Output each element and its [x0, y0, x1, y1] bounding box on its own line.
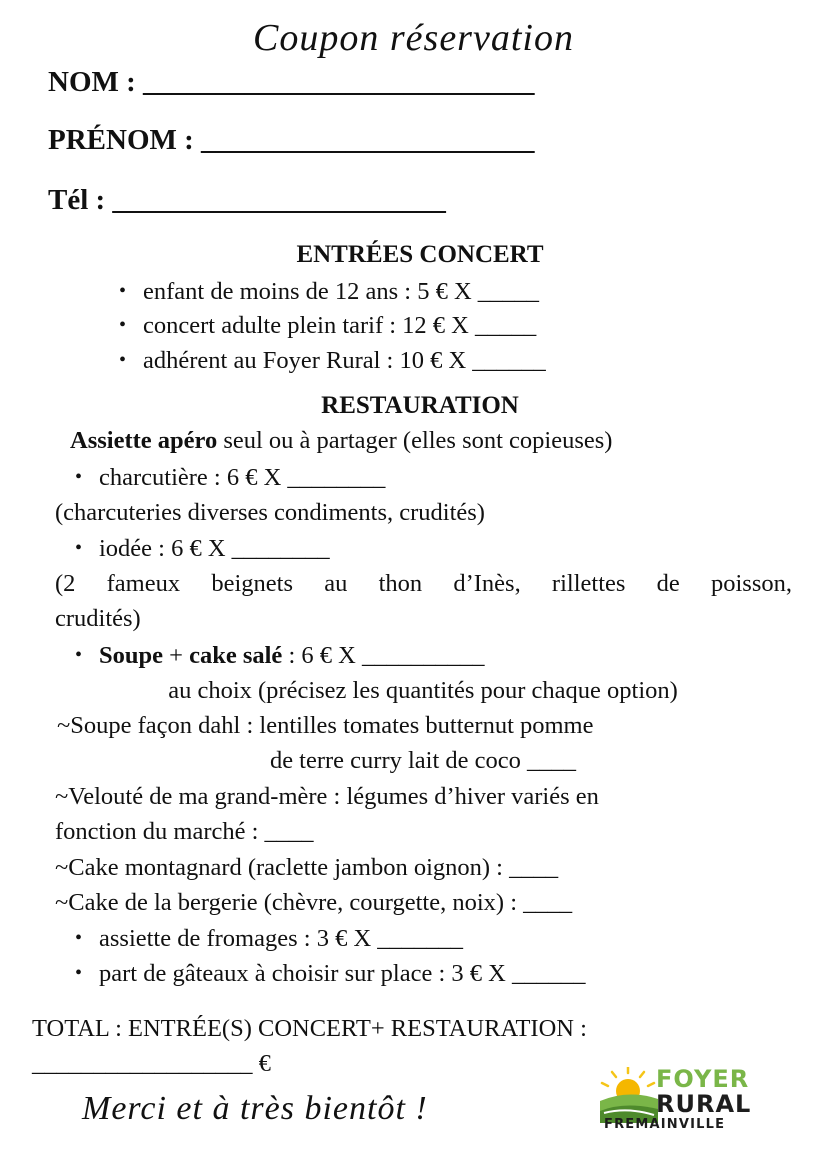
logo-foyer-text: FOYER: [656, 1065, 750, 1093]
au-choix-note: au choix (précisez les quantités pour chaque option): [168, 677, 678, 704]
iodee-description-end: crudités): [55, 605, 141, 632]
tel-field[interactable]: Tél : _______________________: [48, 184, 446, 216]
fromages-item[interactable]: • assiette de fromages : 3 € X _______: [99, 925, 463, 953]
logo-rural-text: RURAL: [656, 1090, 752, 1118]
coupon-title: Coupon réservation: [253, 17, 574, 59]
concert-heading: ENTRÉES CONCERT: [296, 241, 544, 268]
concert-item-adult[interactable]: • concert adulte plein tarif : 12 € X _____: [143, 312, 536, 340]
closing-message: Merci et à très bientôt !: [82, 1090, 428, 1127]
cake-montagnard-line[interactable]: ~Cake montagnard (raclette jambon oignon) : ____: [55, 854, 559, 881]
assiette-apero-desc: seul ou à partager (elles sont copieuses): [217, 427, 613, 454]
restauration-heading: RESTAURATION: [321, 392, 519, 419]
sun-field-icon: [598, 1067, 660, 1123]
total-field[interactable]: __________________ €: [32, 1050, 271, 1077]
soupe-dahl-line1: ~Soupe façon dahl : lentilles tomates butternut pomme: [57, 712, 594, 739]
total-label: TOTAL : ENTRÉE(S) CONCERT+ RESTAURATION :: [32, 1015, 587, 1042]
plus-sign: +: [163, 642, 190, 669]
nom-field[interactable]: NOM : ___________________________: [48, 66, 535, 98]
iodee-item[interactable]: • iodée : 6 € X ________: [99, 535, 330, 563]
soupe-cake-price: : 6 € X __________: [282, 642, 485, 669]
concert-item-member[interactable]: • adhérent au Foyer Rural : 10 € X ______: [143, 347, 546, 375]
cake-bergerie-line[interactable]: ~Cake de la bergerie (chèvre, courgette, noix) : ____: [55, 889, 573, 916]
concert-item-child[interactable]: • enfant de moins de 12 ans : 5 € X _____: [143, 278, 539, 306]
assiette-apero-line: [70, 427, 612, 455]
veloute-line1: ~Velouté de ma grand-mère : légumes d’hiver variés en: [55, 783, 599, 810]
assiette-apero-label: Assiette apéro: [70, 427, 218, 454]
iodee-description: (2 fameux beignets au thon d’Inès, rillettes de poisson,: [55, 570, 792, 597]
charcutiere-item[interactable]: • charcutière : 6 € X ________: [99, 464, 385, 492]
charcutiere-description: (charcuteries diverses condiments, crudités): [55, 499, 485, 526]
soupe-dahl-line2[interactable]: de terre curry lait de coco ____: [269, 747, 577, 774]
soupe-label: Soupe: [99, 642, 164, 669]
logo-fremainville-text: FREMAINVILLE: [604, 1117, 726, 1132]
veloute-line2[interactable]: fonction du marché : ____: [55, 818, 314, 845]
gateaux-item[interactable]: • part de gâteaux à choisir sur place : 3 € X ______: [99, 960, 585, 988]
foyer-rural-logo: [598, 1065, 770, 1135]
soupe-cake-item[interactable]: [99, 642, 484, 670]
cake-sale-label: cake salé: [189, 642, 283, 669]
prenom-field[interactable]: PRÉNOM : _______________________: [48, 124, 535, 156]
